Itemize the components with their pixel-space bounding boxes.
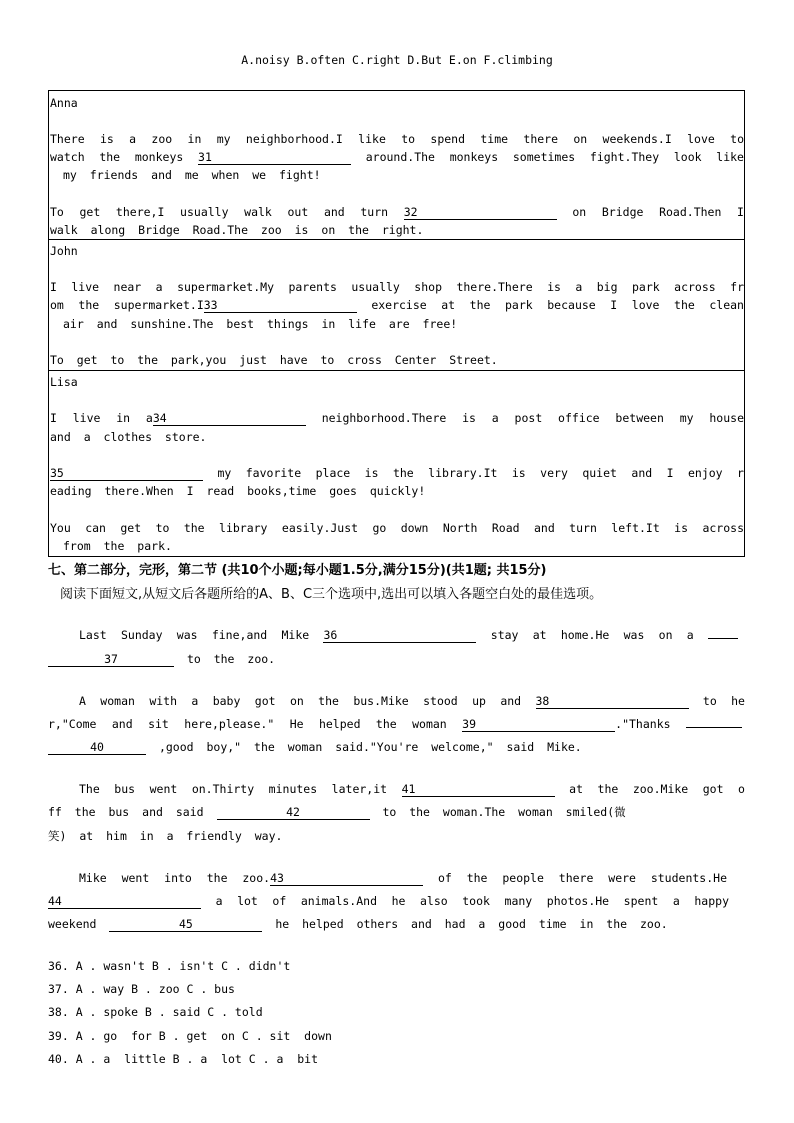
text: exercise at the park because I love the clean	[371, 298, 744, 312]
text: stay at home.He was on a	[490, 628, 694, 642]
blank-44[interactable]: 44	[48, 895, 201, 909]
lisa-line	[50, 464, 744, 482]
lisa-name: Lisa	[50, 375, 78, 389]
blank-37[interactable]: 37	[48, 653, 174, 667]
cloze-line	[79, 692, 745, 710]
cloze-line	[48, 892, 729, 910]
question-38: 38. A . spoke B . said C . told	[48, 1005, 263, 1019]
text: watch the monkeys	[50, 150, 184, 164]
text: at the zoo.Mike got o	[569, 782, 745, 796]
word-options: A.noisy B.often C.right D.But E.on F.climbing	[241, 53, 553, 67]
text: Mike went into the zoo.	[79, 871, 271, 885]
blank-42[interactable]: 42	[217, 806, 370, 820]
text: Last Sunday was fine,and Mike	[79, 628, 310, 642]
text: r,"Come and sit here,please." He helped the woman	[48, 717, 447, 731]
text: I live in a	[50, 411, 153, 425]
anna-line	[50, 148, 744, 166]
text: ff the bus and said	[48, 805, 204, 819]
lisa-line: You can get to the library easily.Just go down North Road and turn left.It is across	[50, 521, 744, 535]
text: The bus went on.Thirty minutes later,it	[79, 782, 388, 796]
text: on Bridge Road.Then I	[572, 205, 744, 219]
blank-43[interactable]: 43	[270, 872, 423, 886]
question-36: 36. A . wasn't B . isn't C . didn't	[48, 959, 291, 973]
john-line: I live near a supermarket.My parents usually shop there.There is a big park across fr	[50, 280, 744, 294]
john-name: John	[50, 244, 78, 258]
text: A woman with a baby got on the bus.Mike stood up and	[79, 694, 522, 708]
lisa-line: and a clothes store.	[50, 430, 207, 444]
text: of the people there were students.He	[437, 871, 727, 885]
blank-40[interactable]: 40	[48, 741, 146, 755]
blank-41[interactable]: 41	[402, 783, 555, 797]
text: to the zoo.	[186, 652, 276, 666]
anna-line: walk along Bridge Road.The zoo is on the right.	[50, 223, 424, 237]
anna-box	[48, 90, 745, 240]
cloze-line	[79, 780, 745, 798]
john-line: air and sunshine.The best things in life are free!	[63, 317, 458, 331]
question-37: 37. A . way B . zoo C . bus	[48, 982, 235, 996]
text: om the supermarket.I	[50, 298, 204, 312]
text: ,good boy," the woman said."You're welcome," said Mike.	[158, 740, 582, 754]
blank-31[interactable]: 31	[198, 151, 351, 165]
text: a lot of animals.And he also took many photos.He spent a happy	[215, 894, 729, 908]
cloze-line	[79, 626, 738, 644]
cloze-line	[48, 650, 275, 668]
section-instruction: 阅读下面短文,从短文后各题所给的A、B、C三个选项中,选出可以填入各题空白处的最佳选项。	[60, 587, 603, 602]
cloze-line	[48, 803, 648, 821]
text: around.The monkeys sometimes fight.They look like	[365, 150, 744, 164]
question-39: 39. A . go for B . get on C . sit down	[48, 1029, 332, 1043]
cloze-line	[79, 869, 727, 887]
cloze-line	[48, 715, 742, 733]
text: to the woman.The woman smiled(微	[382, 805, 626, 819]
blank-35[interactable]: 35	[50, 467, 203, 481]
john-line: To get to the park,you just have to cross Center Street.	[50, 353, 498, 367]
john-box	[48, 240, 745, 371]
lisa-line: eading there.When I read books,time goes quickly!	[50, 484, 426, 498]
question-40: 40. A . a little B . a lot C . a bit	[48, 1052, 319, 1066]
blank-36[interactable]: 36	[323, 629, 476, 643]
blank-38[interactable]: 38	[536, 695, 689, 709]
blank-40-start[interactable]	[686, 727, 742, 728]
cloze-line	[48, 915, 668, 933]
text: to he	[702, 694, 745, 708]
john-line	[50, 296, 744, 314]
text: neighborhood.There is a post office between my house	[321, 411, 744, 425]
anna-line: There is a zoo in my neighborhood.I like to spend time there on weekends.I love to	[50, 132, 744, 146]
anna-line	[50, 203, 744, 221]
section-heading: 七、第二部分，完形，第二节 (共10个小题;每小题1.5分,满分15分)(共1题; 共15分)	[48, 563, 547, 578]
text: weekend	[48, 917, 97, 931]
blank-37-start[interactable]	[708, 638, 738, 639]
text: he helped others and had a good time in the zoo.	[275, 917, 668, 931]
text: To get there,I usually walk out and turn	[50, 205, 389, 219]
blank-34[interactable]: 34	[153, 412, 306, 426]
lisa-line	[50, 409, 744, 427]
blank-33[interactable]: 33	[204, 299, 357, 313]
text: my favorite place is the library.It is very quiet and I enjoy r	[217, 466, 744, 480]
lisa-box	[48, 371, 745, 557]
anna-line: my friends and me when we fight!	[63, 168, 321, 182]
cloze-line	[48, 738, 582, 756]
text: ."Thanks	[615, 717, 671, 731]
lisa-line: from the park.	[63, 539, 172, 553]
blank-39[interactable]: 39	[462, 718, 615, 732]
anna-name: Anna	[50, 96, 78, 110]
cloze-line: 笑) at him in a friendly way.	[48, 829, 283, 843]
blank-45[interactable]: 45	[109, 918, 262, 932]
blank-32[interactable]: 32	[404, 206, 557, 220]
